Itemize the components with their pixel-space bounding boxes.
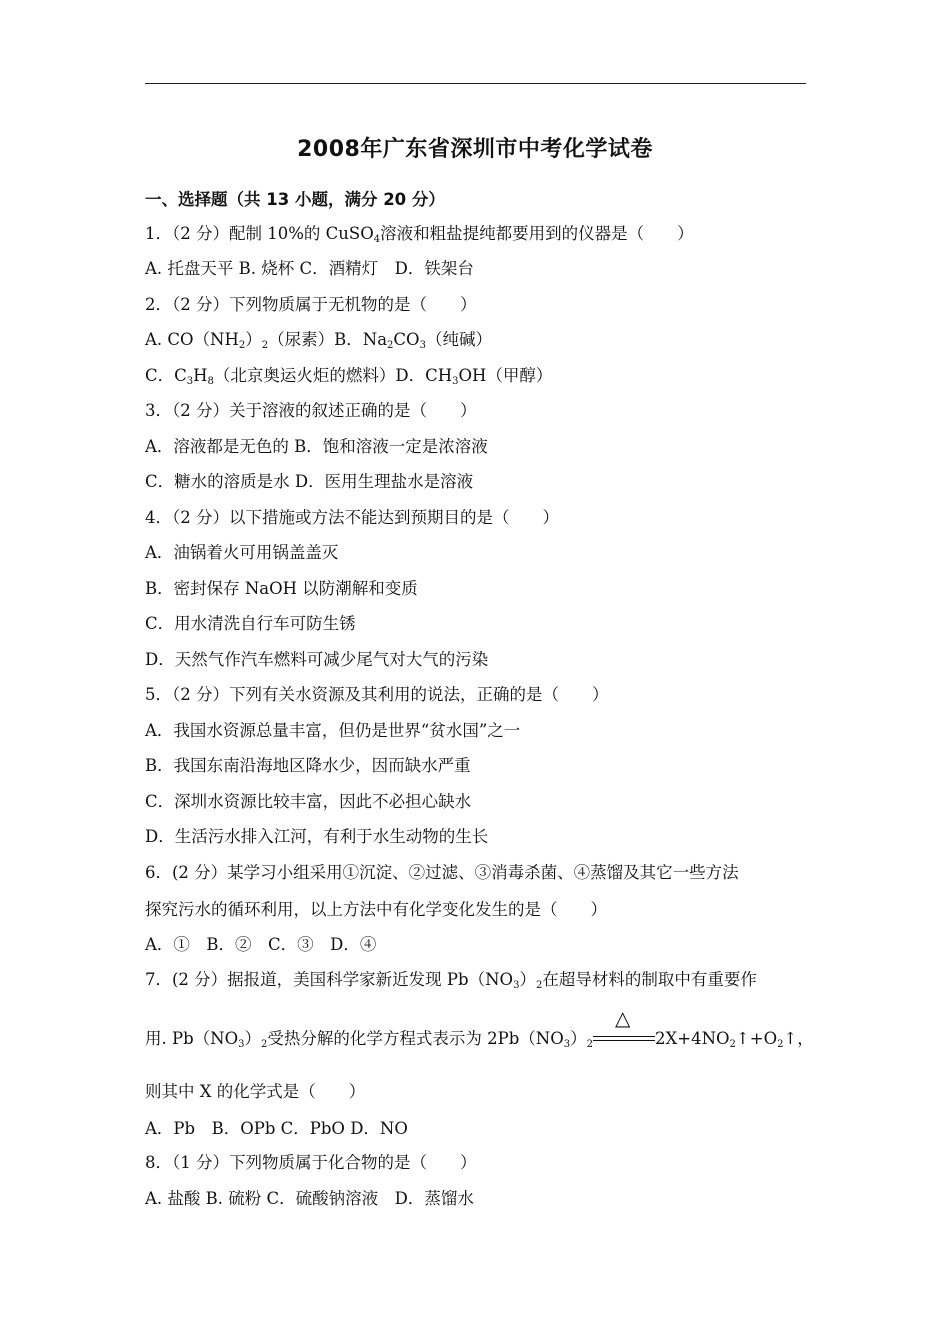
reaction-arrow [593,1005,655,1051]
page-title: 2008年广东省深圳市中考化学试卷 [297,137,653,162]
question-1-options: A. 托盘天平 B. 烧杯 C．酒精灯 D．铁架台 [145,259,474,278]
question-1-stem: 1．（2 分）配制 10%的 CuSO$_4$溶液和粗盐提纯都要用到的仪器是（ ） [145,224,694,245]
question-6-stem-line-2: 探究污水的循环利用，以上方法中有化学变化发生的是（ ） [145,900,607,919]
question-4-stem: 4．（2 分）以下措施或方法不能达到预期目的是（ ） [145,508,559,527]
question-2-options-cd: C．$C_3H_8$（北京奥运火炬的燃料）D．$CH_3OH$（甲醇） [145,366,553,387]
question-5-option-a: A．我国水资源总量丰富，但仍是世界“贫水国”之一 [145,721,521,740]
question-6-options: A．① B．② C．③ D．④ [145,935,377,954]
question-7-stem-line-1: 7．(2 分）据报道，美国科学家新近发现 $Pb(NO_3)_2$在超导材料的制取中有重要作 [145,970,757,991]
section-heading: 一、选择题（共 13 小题，满分 20 分） [145,190,445,209]
question-2-stem: 2．（2 分）下列物质属于无机物的是（ ） [145,295,477,314]
equals-sign [593,1036,655,1041]
question-2-options-ab: A. $CO(NH_2)_2$（尿素）B．$Na_2CO_3$（纯碱） [145,330,492,351]
question-5-stem: 5．（2 分）下列有关水资源及其利用的说法，正确的是（ ） [145,685,609,704]
question-3-stem: 3．（2 分）关于溶液的叙述正确的是（ ） [145,401,477,420]
question-4-option-a: A．油锅着火可用锅盖盖灭 [145,543,339,562]
question-8-stem: 8．（1 分）下列物质属于化合物的是（ ） [145,1153,477,1172]
question-8-options: A. 盐酸 B. 硫粉 C．硫酸钠溶液 D．蒸馏水 [145,1189,474,1208]
question-5-option-b: B．我国东南沿海地区降水少，因而缺水严重 [145,756,471,775]
heat-symbol: △ [615,1005,631,1030]
header-rule [145,83,806,84]
question-3-options-cd: C．糖水的溶质是水 D．医用生理盐水是溶液 [145,472,474,491]
question-7-equation-line: 用. $Pb(NO_3)_2$受热分解的化学方程式表示为 $2Pb(NO_3)_2$ △ $2X+4NO_2↑+O_2↑$， [145,1005,814,1050]
question-3-options-ab: A．溶液都是无色的 B．饱和溶液一定是浓溶液 [145,437,488,456]
question-4-option-d: D．天然气作汽车燃料可减少尾气对大气的污染 [145,650,489,669]
question-7-stem-line-3: 则其中 X 的化学式是（ ） [145,1082,366,1101]
question-4-option-b: B．密封保存 NaOH 以防潮解和变质 [145,579,418,598]
question-7-options: A．Pb B．OPb C．PbO D．NO [145,1119,408,1138]
question-5-option-c: C．深圳水资源比较丰富，因此不必担心缺水 [145,792,472,811]
question-4-option-c: C．用水清洗自行车可防生锈 [145,614,356,633]
question-5-option-d: D．生活污水排入江河，有利于水生动物的生长 [145,827,489,846]
question-6-stem-line-1: 6．(2 分）某学习小组采用①沉淀、②过滤、③消毒杀菌、④蒸馏及其它一些方法 [145,863,739,882]
